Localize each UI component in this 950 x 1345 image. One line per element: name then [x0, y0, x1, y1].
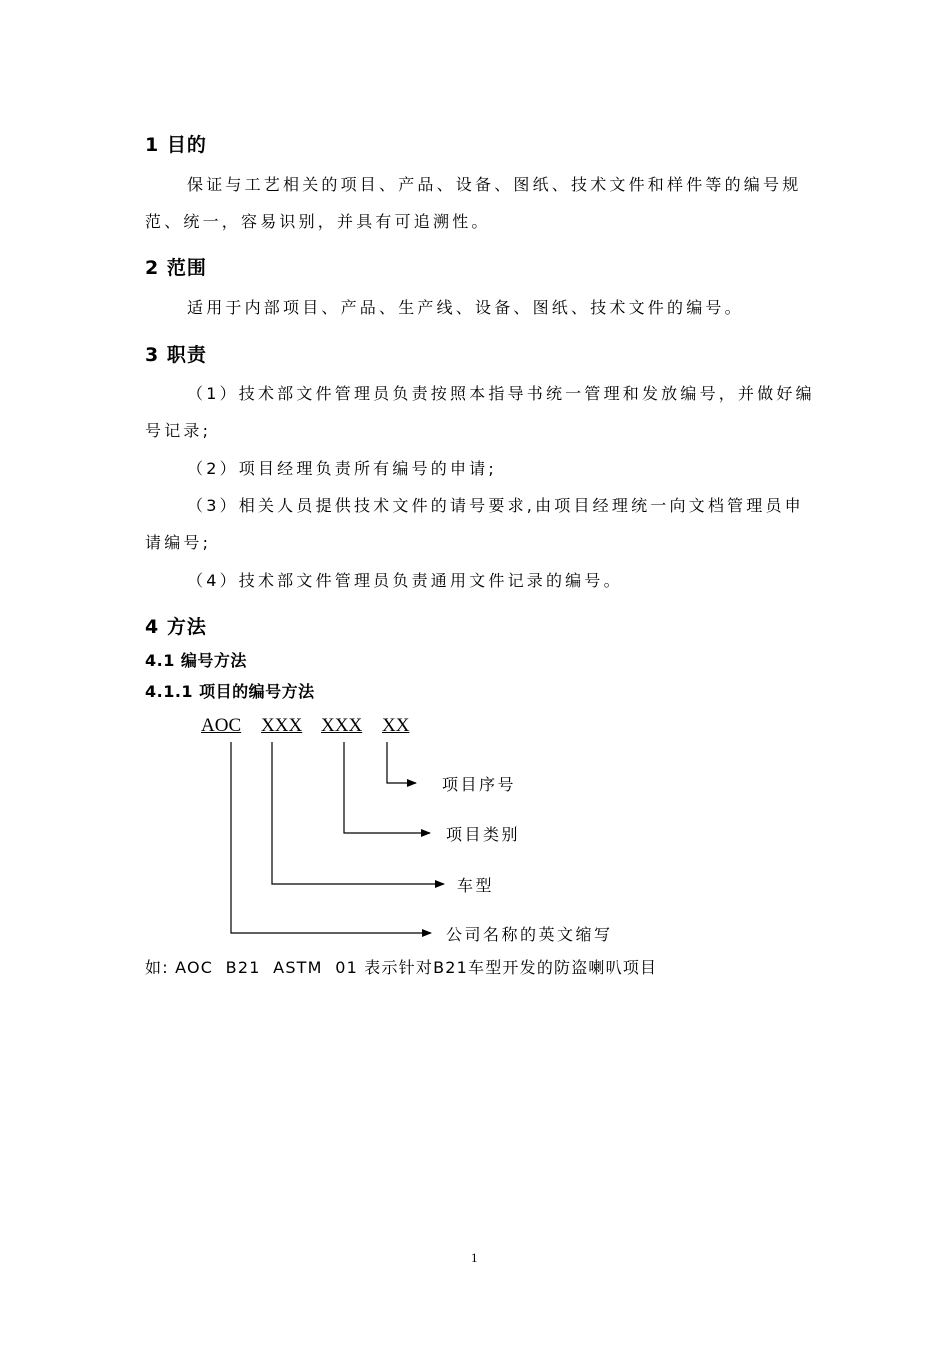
section-3-item-3-line-2: 请编号;: [145, 533, 212, 552]
section-1-paragraph-line-2: 范、统一，容易识别，并具有可追溯性。: [145, 212, 491, 231]
code-serial: XX: [382, 715, 410, 736]
label-serial: 项目序号: [442, 775, 517, 794]
page-number: 1: [471, 1250, 478, 1265]
section-3-item-3-line-1: （3）相关人员提供技术文件的请号要求,由项目经理统一向文档管理员申: [187, 496, 804, 515]
section-1-heading: 1 目的: [145, 134, 207, 156]
connector-serial: [387, 742, 416, 783]
section-2-heading: 2 范围: [145, 257, 207, 279]
section-3-item-1-line-1: （1）技术部文件管理员负责按照本指导书统一管理和发放编号，并做好编: [187, 384, 815, 403]
example-text: 如: AOC B21 ASTM 01 表示针对B21车型开发的防盗喇叭项目: [145, 958, 658, 977]
section-3-item-4: （4）技术部文件管理员负责通用文件记录的编号。: [187, 571, 623, 590]
connector-company: [231, 742, 431, 933]
section-4-1-1-heading: 4.1.1 项目的编号方法: [145, 682, 315, 701]
section-1-paragraph-line-1: 保证与工艺相关的项目、产品、设备、图纸、技术文件和样件等的编号规: [187, 175, 802, 194]
section-3-item-2: （2）项目经理负责所有编号的申请;: [187, 459, 497, 478]
label-category: 项目类别: [446, 825, 521, 844]
section-4-1-heading: 4.1 编号方法: [145, 651, 247, 670]
code-vehicle: XXX: [261, 715, 303, 736]
label-company: 公司名称的英文缩写: [446, 925, 613, 944]
code-company: AOC: [201, 715, 242, 736]
label-vehicle: 车型: [457, 876, 495, 895]
section-4-heading: 4 方法: [145, 616, 207, 638]
code-category: XXX: [321, 715, 363, 736]
section-3-heading: 3 职责: [145, 344, 207, 366]
section-3-item-1-line-2: 号记录;: [145, 421, 212, 440]
connector-vehicle: [272, 742, 444, 884]
section-2-paragraph: 适用于内部项目、产品、生产线、设备、图纸、技术文件的编号。: [187, 298, 744, 317]
